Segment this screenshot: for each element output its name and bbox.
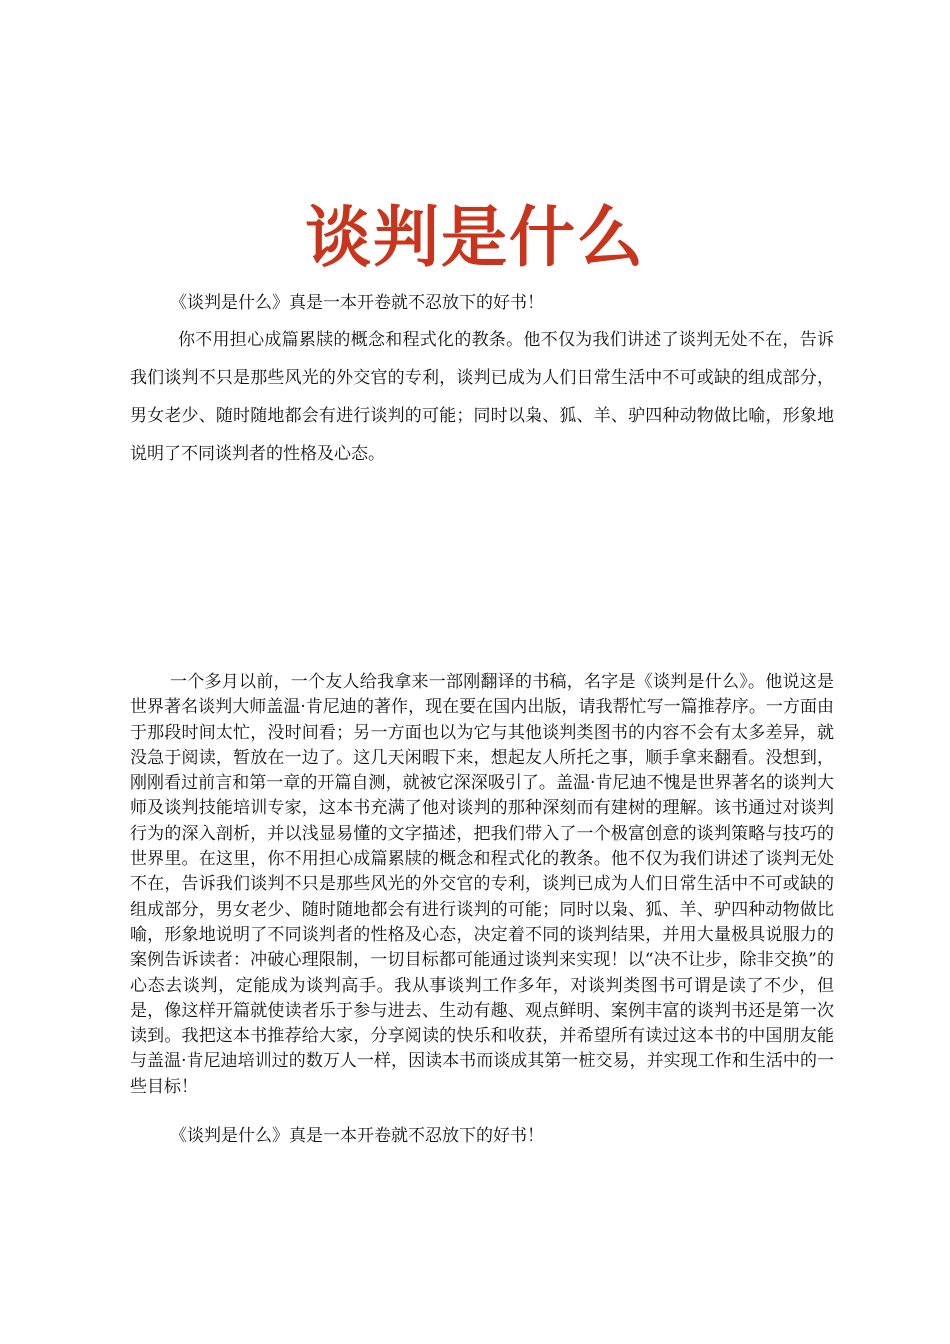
intro-section: [130, 288, 834, 473]
intro-paragraph: 你不用担心成篇累牍的概念和程式化的教条。他不仅为我们讲述了谈判无处不在，告诉我们谈判不只是那些风光的外交官的专利，谈判已成为人们日常生活中不可或缺的组成部分，男女老少、随时随地都会有进行谈判的可能；同时以枭、狐、羊、驴四种动物做比喻，形象地说明了不同谈判者的性格及心态。: [130, 330, 834, 464]
body-paragraph: 一个多月以前，一个友人给我拿来一部刚翻译的书稿，名字是《谈判是什么》。他说这是世界著名谈判大师盖温·肯尼迪的著作，现在要在国内出版，请我帮忙写一篇推荐序。一方面由于那段时间太忙，没时间看；另一方面也以为它与其他谈判类图书的内容不会有太多差异，就没急于阅读，暂放在一边了。这几天闲暇下来，想起友人所托之事，顺手拿来翻看。没想到，刚刚看过前言和第一章的开篇自测，就被它深深吸引了。盖温·肯尼迪不愧是世界著名的谈判大师及谈判技能培训专家，这本书充满了他对谈判的那种深刻而有建树的理解。该书通过对谈判行为的深入剖析，并以浅显易懂的文字描述，把我们带入了一个极富创意的谈判策略与技巧的世界里。在这里，你不用担心成篇累牍的概念和程式化的教条。他不仅为我们讲述了谈判无处不在，告诉我们谈判不只是那些风光的外交官的专利，谈判已成为人们日常生活中不可或缺的组成部分，男女老少、随时随地都会有进行谈判的可能；同时以枭、狐、羊、驴四种动物做比喻，形象地说明了不同谈判者的性格及心态，决定着不同的谈判结果，并用大量极具说服力的案例告诉读者：冲破心理限制，一切目标都可能通过谈判来实现！以“决不让步，除非交换”的心态去谈判，定能成为谈判高手。我从事谈判工作多年，对谈判类图书可谓是读了不少，但是，像这样开篇就使读者乐于参与进去、生动有趣、观点鲜明、案例丰富的谈判书还是第一次读到。我把这本书推荐给大家，分享阅读的快乐和收获，并希望所有读过这本书的中国朋友能与盖温·肯尼迪培训过的数万人一样，因读本书而谈成其第一桩交易，并实现工作和生活中的一些目标！: [130, 672, 834, 1097]
closing-line: 《谈判是什么》真是一本开卷就不忍放下的好书！: [170, 1126, 544, 1147]
intro-line: 《谈判是什么》真是一本开卷就不忍放下的好书！: [170, 293, 544, 313]
body-section: [130, 670, 834, 1149]
page-title: 谈判是什么: [305, 199, 645, 276]
